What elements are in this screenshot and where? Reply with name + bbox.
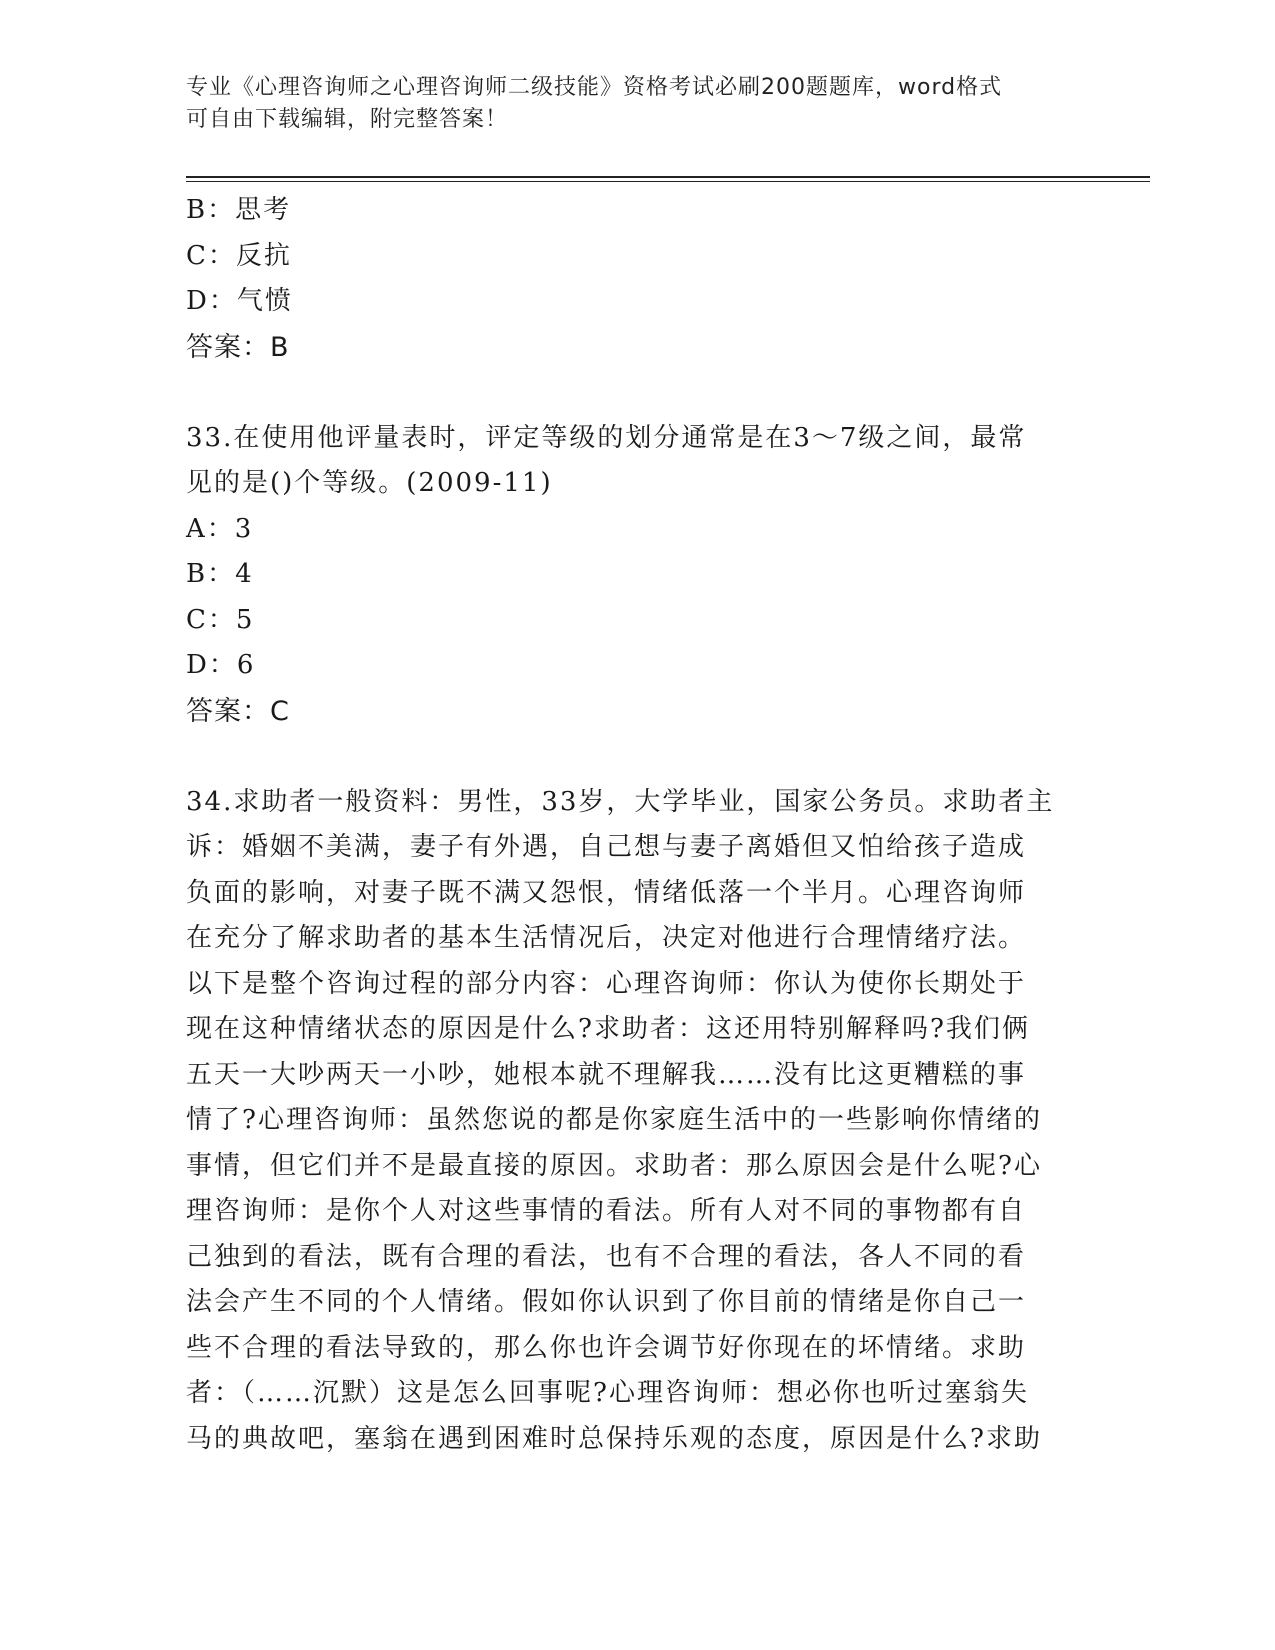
- header-rule-thick: [186, 176, 1150, 178]
- answer: 答案：B: [186, 331, 290, 363]
- question-text-line: 33.在使用他评量表时，评定等级的划分通常是在3～7级之间，最常: [186, 422, 1027, 453]
- question-text-line: 些不合理的看法导致的，那么你也许会调节好你现在的坏情绪。求助: [186, 1332, 1027, 1363]
- option-b: B：思考: [186, 195, 292, 225]
- page-header: [186, 72, 1066, 136]
- header-line-2: 可自由下载编辑，附完整答案！: [186, 107, 509, 132]
- question-text-line: 现在这种情绪状态的原因是什么?求助者：这还用特别解释吗?我们俩: [186, 1014, 1030, 1044]
- question-text-line: 马的典故吧，塞翁在遇到困难时总保持乐观的态度，原因是什么?求助: [186, 1423, 1042, 1454]
- document-body: [186, 188, 1086, 1462]
- option-d: D：6: [186, 650, 256, 680]
- question-text-line: 法会产生不同的个人情绪。假如你认识到了你目前的情绪是你自己一: [186, 1287, 1027, 1317]
- question-text-line: 见的是()个等级。(2009-11): [186, 468, 553, 498]
- header-line-1: 专业《心理咨询师之心理咨询师二级技能》资格考试必刷200题题库，word格式: [186, 75, 1003, 100]
- question-text-line: 诉：婚姻不美满，妻子有外遇，自己想与妻子离婚但又怕给孩子造成: [186, 832, 1027, 862]
- spacer: [186, 734, 1086, 780]
- question-33: [186, 416, 1086, 735]
- option-b: B：4: [186, 559, 254, 589]
- question-text-line: 己独到的看法，既有合理的看法，也有不合理的看法，各人不同的看: [186, 1241, 1027, 1272]
- question-text-line: 者：（……沉默）这是怎么回事呢?心理咨询师：想必你也听过塞翁失: [186, 1378, 1029, 1408]
- question-text-line: 34.求助者一般资料：男性，33岁，大学毕业，国家公务员。求助者主: [186, 786, 1055, 817]
- question-34: [186, 780, 1086, 1463]
- option-c: C：5: [186, 604, 255, 635]
- spacer: [186, 370, 1086, 416]
- question-text-line: 以下是整个咨询过程的部分内容：心理咨询师：你认为使你长期处于: [186, 968, 1027, 999]
- answer: 答案：C: [186, 695, 290, 727]
- question-text-line: 情了?心理咨询师：虽然您说的都是你家庭生活中的一些影响你情绪的: [186, 1105, 1042, 1135]
- question-text-line: 五天一大吵两天一小吵，她根本就不理解我……没有比这更糟糕的事: [186, 1059, 1027, 1090]
- question-32-fragment: [186, 188, 1086, 370]
- option-a: A：3: [186, 513, 254, 544]
- option-d: D：气愤: [186, 286, 293, 316]
- question-text-line: 在充分了解求助者的基本生活情况后，决定对他进行合理情绪疗法。: [186, 923, 1027, 953]
- question-text-line: 负面的影响，对妻子既不满又怨恨，情绪低落一个半月。心理咨询师: [186, 877, 1027, 908]
- option-c: C：反抗: [186, 240, 292, 271]
- question-text-line: 理咨询师：是你个人对这些事情的看法。所有人对不同的事物都有自: [186, 1196, 1027, 1226]
- question-text-line: 事情，但它们并不是最直接的原因。求助者：那么原因会是什么呢?心: [186, 1150, 1042, 1181]
- header-rule-thin: [186, 181, 1150, 182]
